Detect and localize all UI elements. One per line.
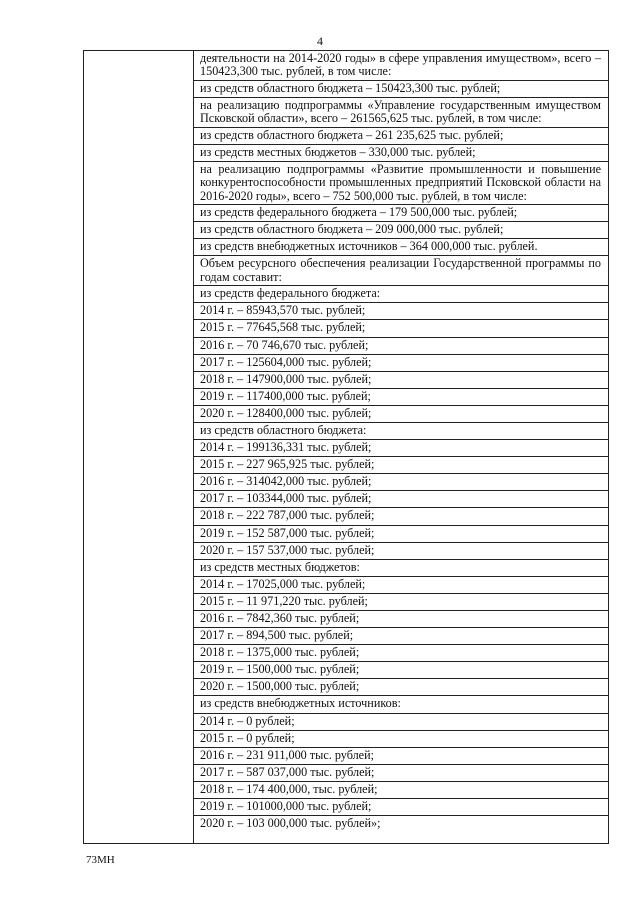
table-row: из средств местных бюджетов:: [194, 560, 608, 577]
table-row: 2015 г. – 0 рублей;: [194, 731, 608, 748]
table-row: 2017 г. – 587 037,000 тыс. рублей;: [194, 765, 608, 782]
table-row: деятельности на 2014-2020 годы» в сфере управления имуществом», всего – 150423,300 тыс. рублей, в том числе:: [194, 51, 608, 81]
table-row: 2015 г. – 77645,568 тыс. рублей;: [194, 320, 608, 337]
table-row: 2020 г. – 128400,000 тыс. рублей;: [194, 406, 608, 423]
table-row: 2018 г. – 174 400,000, тыс. рублей;: [194, 782, 608, 799]
table-row: 2019 г. – 152 587,000 тыс. рублей;: [194, 526, 608, 543]
table-row: 2018 г. – 147900,000 тыс. рублей;: [194, 372, 608, 389]
table-row: из средств местных бюджетов – 330,000 тыс. рублей;: [194, 145, 608, 162]
table-label-column: [84, 51, 194, 843]
table-row: 2019 г. – 117400,000 тыс. рублей;: [194, 389, 608, 406]
table-row: 2016 г. – 70 746,670 тыс. рублей;: [194, 338, 608, 355]
table-row: 2018 г. – 222 787,000 тыс. рублей;: [194, 508, 608, 525]
table-row: Объем ресурсного обеспечения реализации Государственной программы по годам составит:: [194, 256, 608, 286]
table-row: 2015 г. – 11 971,220 тыс. рублей;: [194, 594, 608, 611]
table-row: 2015 г. – 227 965,925 тыс. рублей;: [194, 457, 608, 474]
table-row: из средств областного бюджета – 150423,300 тыс. рублей;: [194, 81, 608, 98]
table-row: 2017 г. – 894,500 тыс. рублей;: [194, 628, 608, 645]
table-row: из средств федерального бюджета:: [194, 286, 608, 303]
page-number: 4: [317, 34, 323, 48]
table-row: на реализацию подпрограммы «Управление государственным имуществом Псковской области», всего – 261565,625 тыс. рублей, в том числе:: [194, 98, 608, 128]
table-row: 2016 г. – 7842,360 тыс. рублей;: [194, 611, 608, 628]
table-row: 2020 г. – 103 000,000 тыс. рублей»;: [200, 816, 381, 831]
table-row: 2016 г. – 231 911,000 тыс. рублей;: [194, 748, 608, 765]
table-row: 2019 г. – 101000,000 тыс. рублей;: [194, 799, 608, 816]
table-row: из средств федерального бюджета – 179 500,000 тыс. рублей;: [194, 205, 608, 222]
table-row: из средств внебюджетных источников – 364 000,000 тыс. рублей.: [194, 239, 608, 256]
table-row: 2016 г. – 314042,000 тыс. рублей;: [194, 474, 608, 491]
table-row: 2020 г. – 157 537,000 тыс. рублей;: [194, 543, 608, 560]
table-row: 2020 г. – 1500,000 тыс. рублей;: [194, 679, 608, 696]
table-row: 2014 г. – 17025,000 тыс. рублей;: [194, 577, 608, 594]
table-row: 2017 г. – 103344,000 тыс. рублей;: [194, 491, 608, 508]
table-row: 2017 г. – 125604,000 тыс. рублей;: [194, 355, 608, 372]
funding-table: [83, 50, 609, 844]
footer-document-code: 73МН: [86, 854, 115, 866]
table-row: на реализацию подпрограммы «Развитие промышленности и повышение конкурентоспособности промышленных предприятий Псковской области на 2016-2020 годы», всего – 752 500,000 тыс. рублей, в том числе:: [194, 162, 608, 205]
table-row: 2014 г. – 0 рублей;: [194, 714, 608, 731]
table-row: из средств областного бюджета – 261 235,625 тыс. рублей;: [194, 128, 608, 145]
table-content-column: [194, 51, 608, 843]
table-row: из средств областного бюджета:: [194, 423, 608, 440]
table-row: из средств областного бюджета – 209 000,000 тыс. рублей;: [194, 222, 608, 239]
table-row: 2014 г. – 199136,331 тыс. рублей;: [194, 440, 608, 457]
table-row: 2019 г. – 1500,000 тыс. рублей;: [194, 662, 608, 679]
table-row: 2018 г. – 1375,000 тыс. рублей;: [194, 645, 608, 662]
table-row: 2014 г. – 85943,570 тыс. рублей;: [194, 303, 608, 320]
table-row: из средств внебюджетных источников:: [194, 696, 608, 713]
